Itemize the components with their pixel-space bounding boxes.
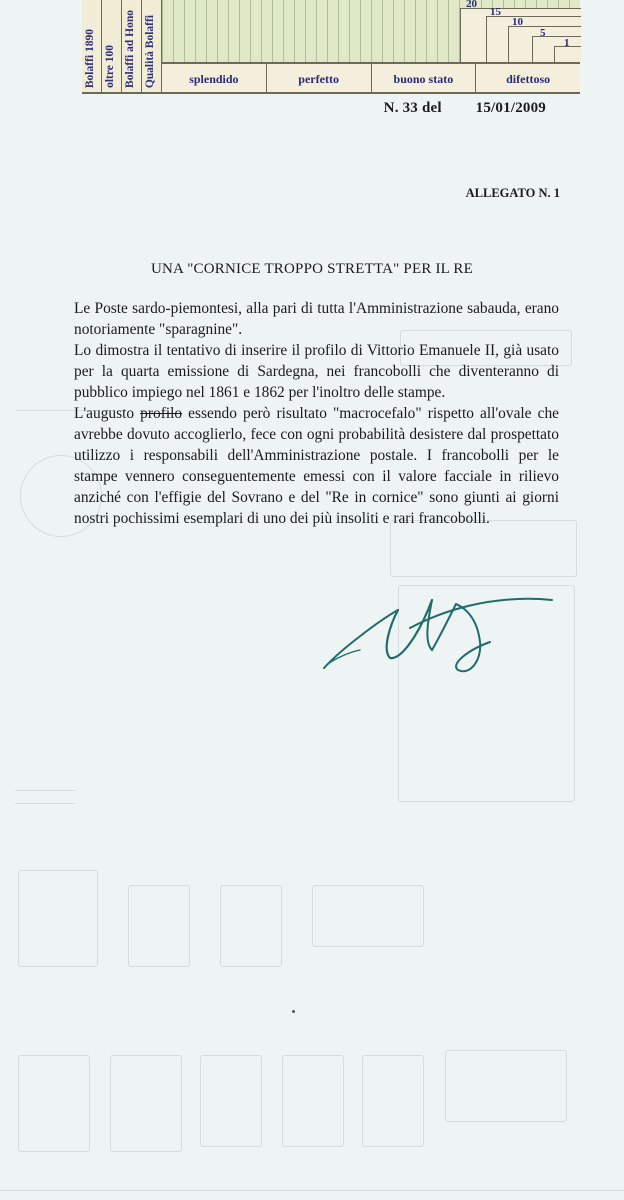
row-label — [122, 0, 142, 92]
row-label-text: oltre 100 — [104, 45, 116, 88]
table-steps — [460, 0, 580, 62]
grade-splendido: splendido — [162, 64, 267, 94]
price-table-strip — [82, 0, 580, 94]
row-label-text: Qualità Bolaffi — [144, 14, 156, 88]
document-reference — [384, 100, 546, 117]
step-number: 1 — [564, 37, 570, 49]
reference-del: del — [421, 100, 442, 116]
attachment-label: ALLEGATO N. 1 — [465, 186, 560, 200]
reference-number: N. 33 — [383, 100, 419, 116]
paragraph: Le Poste sardo-piemontesi, alla pari di tutta l'Amministrazione sabauda, erano notoriamente "sparagnine". — [74, 300, 559, 338]
step-number: 20 — [466, 0, 477, 10]
document-title: UNA "CORNICE TROPPO STRETTA" PER IL RE — [150, 261, 473, 277]
step-number: 10 — [512, 16, 523, 28]
paragraph-text: L'augusto — [74, 405, 141, 422]
row-label — [142, 0, 162, 92]
paragraph: Lo dimostra il tentativo di inserire il profilo di Vittorio Emanuele II, già usato per la quarta emissione di Sardegna, nei francobolli che diventeranno di pubblico impiego nel 1861 e 1862 per l'inoltro delle stampe. — [74, 342, 559, 401]
row-label-text: Bolaffi 1890 — [84, 28, 96, 88]
grade-difettoso: difettoso — [506, 72, 551, 86]
handwritten-signature — [320, 580, 560, 680]
reference-date: 15/01/2009 — [475, 100, 546, 116]
grade-bar — [162, 62, 580, 94]
document-body — [74, 298, 559, 529]
struck-word: profilo — [140, 405, 183, 422]
table-row-labels — [82, 0, 162, 92]
speck — [292, 1010, 295, 1013]
step-number: 15 — [490, 6, 501, 18]
paragraph-text: essendo però risultato "macrocefalo" rispetto all'ovale che avrebbe dovuto accoglierlo, fece con ogni probabilità desistere dal prospettato utilizzo i responsabili dell'Amministrazione postale. I francobolli per le stampe vennero conseguentemente emessi con il valore facciale in rilievo anziché con l'effigie del Sovrano e del "Re in cornice" sono giunti ai giorni nostri pochissimi esemplari di uno dei più insoliti e rari francobolli. — [74, 405, 559, 527]
row-label — [82, 0, 102, 92]
grade-perfetto: perfetto — [267, 64, 372, 94]
row-label-text: Bolaffi ad Hono — [124, 10, 136, 88]
row-label — [102, 0, 122, 92]
grade-buono-stato: buono stato — [372, 64, 477, 94]
paragraph — [74, 403, 559, 529]
step-number: 5 — [540, 27, 546, 39]
